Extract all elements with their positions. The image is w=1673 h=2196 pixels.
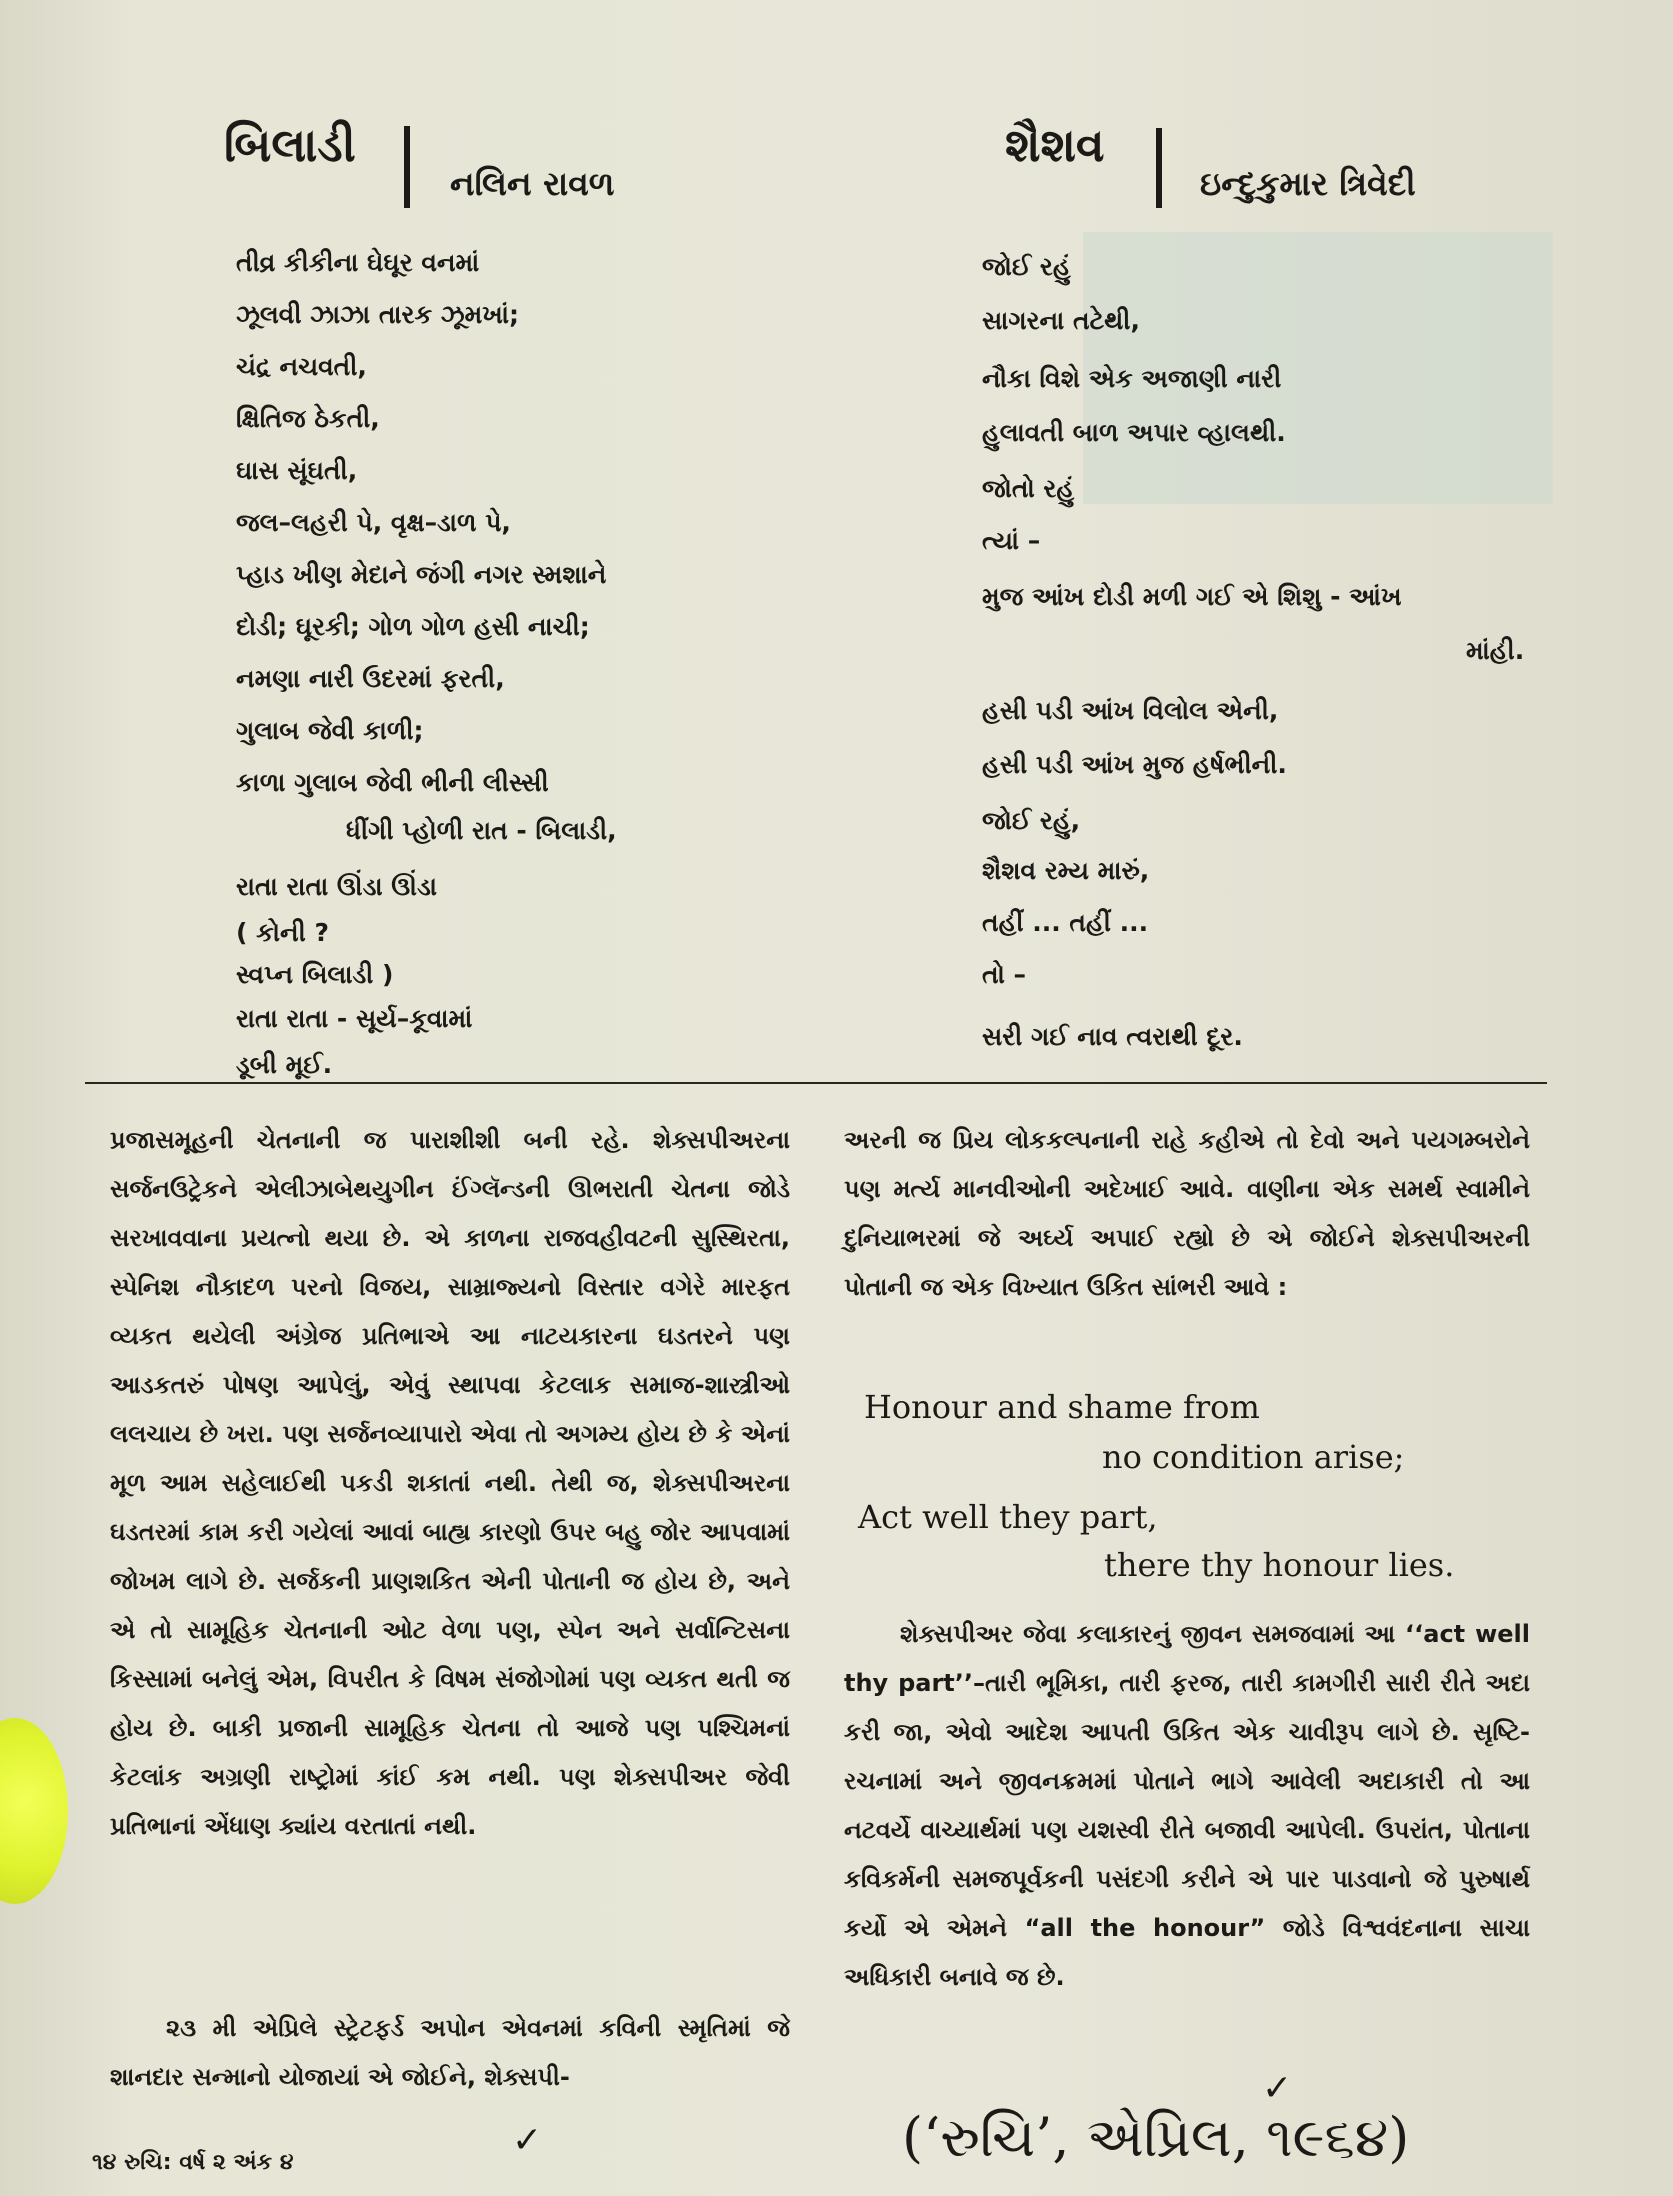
poem-line: જોતો રહું	[982, 474, 1075, 503]
poem-line: હુલાવતી બાળ અપાર વ્હાલથી.	[982, 418, 1286, 447]
section-divider	[85, 1082, 1547, 1084]
right-poem-author: ઇન્દુકુમાર ત્રિવેદી	[1200, 164, 1416, 203]
poem-line: સ્વપ્ન બિલાડી )	[236, 960, 394, 989]
poem-line: જોઈ રહું,	[982, 806, 1081, 835]
poem-line: ઝૂલવી ઝાઝા તારક ઝૂમખાં;	[236, 300, 519, 329]
handwritten-citation: (‘રુચિ’, એપ્રિલ, ૧૯૬૪)	[902, 2106, 1410, 2169]
poem-line: તહીં ... તહીં ...	[982, 908, 1149, 937]
poem-line: માંહી.	[1466, 636, 1525, 665]
poem-line: દોડી; ઘૂરકી; ગોળ ગોળ હસી નાચી;	[236, 612, 590, 641]
poem-line: જલ–લહરી પે, વૃક્ષ–ડાળ પે,	[236, 508, 511, 537]
poem-line: નમણા નારી ઉદરમાં ફરતી,	[236, 664, 505, 693]
article-paragraph-right-intro: અરની જ પ્રિય લોકકલ્પનાની રાહે કહીએ તો દેવો અને પયગમ્બરોને પણ મર્ત્ય માનવીઓની અદેખાઈ આવે. વાણીના એક સમર્થ સ્વામીને દુનિયાભરમાં જે અર્ઘ્ય અપાઈ રહ્યો છે એ જોઈને શેક્સપીઅરની પોતાની જ એક વિખ્યાત ઉકિત સાંભરી આવે :	[844, 1126, 1530, 1301]
shakespeare-quote-line: there thy honour lies.	[1104, 1546, 1455, 1584]
poem-line: શૈશવ રમ્ય મારું,	[982, 856, 1150, 885]
article-paragraph-left-2: ૨૩ મી એપ્રિલે સ્ટ્રેટફર્ડ અપોન એવનમાં કવિની સ્મૃતિમાં જે શાનદાર સન્માનો યોજાયાં એ જોઈને, શેક્સપી-	[110, 2014, 790, 2091]
poem-line: નૌકા વિશે એક અજાણી નારી	[982, 364, 1282, 393]
poem-line: તો –	[982, 960, 1027, 989]
poem-line: જોઈ રહું	[982, 252, 1071, 281]
yellow-binder-clip	[0, 1718, 68, 1904]
poem-line: મુજ આંખ દોડી મળી ગઈ એ શિશુ - આંખ	[982, 582, 1402, 611]
poem-line: રાતા રાતા - સૂર્ય–કૂવામાં	[236, 1004, 473, 1033]
poem-line: હસી પડી આંખ મુજ હર્ષભીની.	[982, 750, 1287, 779]
poem-line: ( કોની ?	[236, 918, 330, 947]
poem-line: ગુલાબ જેવી કાળી;	[236, 716, 424, 745]
poem-line: ડૂબી મૂઈ.	[236, 1050, 333, 1079]
poem-line: ચંદ્ર નચવતી,	[236, 352, 367, 381]
poem-line: ત્યાં –	[982, 526, 1041, 555]
poem-line: ઘાસ સૂંઘતી,	[236, 456, 358, 485]
shakespeare-quote-line: no condition arise;	[1102, 1438, 1405, 1476]
article-paragraph-right-2: શેક્સપીઅર જેવા કલાકારનું જીવન સમજવામાં આ ‘‘act well thy part’’–તારી ભૂમિકા, તારી ફરજ, તારી કામગીરી સારી રીતે અદા કરી જા, એવો આદેશ આપતી ઉકિત એક ચાવીરૂપ લાગે છે. સૃષ્ટિ-રચનામાં અને જીવનક્રમમાં પોતાને ભાગે આવેલી અદાકારી તો આ નટવર્યે વાચ્યાર્થમાં પણ યશસ્વી રીતે બજાવી આપેલી. ઉપરાંત, પોતાના કવિકર્મની સમજપૂર્વકની પસંદગી કરીને એ પાર પાડવાનો જે પુરુષાર્થ કર્યો એ એમને “all the honour” જોડે વિશ્વવંદનાના સાચા અધિકારી બનાવે જ છે.	[844, 1620, 1530, 1991]
poem-line: રાતા રાતા ઊંડા ઊંડા	[236, 872, 438, 901]
handwritten-tick-mark: ✓	[1262, 2068, 1293, 2109]
left-poem-author: નલિન રાવળ	[450, 164, 615, 203]
poem-line: ધીંગી પ્હોળી રાત - બિલાડી,	[346, 816, 617, 845]
poem-line: સરી ગઈ નાવ ત્વરાથી દૂર.	[982, 1022, 1243, 1051]
handwritten-tick-mark: ✓	[512, 2120, 543, 2161]
shakespeare-quote-line: Act well they part,	[858, 1498, 1158, 1536]
right-title-divider	[1156, 128, 1162, 208]
poem-line: સાગરના તટેથી,	[982, 306, 1140, 335]
left-title-divider	[404, 126, 410, 208]
article-paragraph-left-1: પ્રજાસમૂહની ચેતનાની જ પારાશીશી બની રહે. શેક્સપીઅરના સર્જનઉટ્રેકને એલીઝાબેથયુગીન ઈંગ્લૅન્ડની ઊભરાતી ચેતના જોડે સરખાવવાના પ્રયત્નો થયા છે. એ કાળના રાજવહીવટની સુસ્થિરતા, સ્પેનિશ નૌકાદળ પરનો વિજય, સામ્રાજ્યનો વિસ્તાર વગેરે મારફત વ્યકત થયેલી અંગ્રેજ પ્રતિભાએ આ નાટયકારના ઘડતરને પણ આડકતરું પોષણ આપેલું, એવું સ્થાપવા કેટલાક સમાજ-શાસ્ત્રીઓ લલચાય છે ખરા. પણ સર્જનવ્યાપારો એવા તો અગમ્ય હોય છે કે એનાં મૂળ આમ સહેલાઈથી પકડી શકાતાં નથી. તેથી જ, શેક્સપીઅરના ઘડતરમાં કામ કરી ગયેલાં આવાં બાહ્ય કારણો ઉપર બહુ જોર આપવામાં જોખમ લાગે છે. સર્જકની પ્રાણશકિત એની પોતાની જ હોય છે, અને એ તો સામૂહિક ચેતનાની ઓટ વેળા પણ, સ્પેન અને સર્વાન્ટિસના કિસ્સામાં બનેલું એમ, વિપરીત કે વિષમ સંજોગોમાં પણ વ્યકત થતી જ હોય છે. બાકી પ્રજાની સામૂહિક ચેતના તો આજે પણ પશ્ચિમનાં કેટલાંક અગ્રણી રાષ્ટ્રોમાં કાંઈ કમ નથી. પણ શેક્સપીઅર જેવી પ્રતિભાનાં એંધાણ ક્યાંય વરતાતાં નથી.	[110, 1126, 790, 1840]
poem-line: કાળા ગુલાબ જેવી ભીની લીસ્સી	[236, 768, 549, 797]
shakespeare-quote-line: Honour and shame from	[864, 1388, 1260, 1426]
poem-line: પ્હાડ ખીણ મેદાને જંગી નગર સ્મશાને	[236, 560, 607, 589]
poem-line: તીવ્ર કીકીના ઘેઘૂર વનમાં	[236, 248, 480, 277]
poem-line: હસી પડી આંખ વિલોલ એની,	[982, 696, 1279, 725]
right-poem-title: શૈશવ	[1005, 118, 1105, 172]
page-footer: ૧૪ રુચિ: વર્ષ ૨ અંક ૪	[92, 2150, 294, 2175]
left-poem-title: બિલાડી	[224, 118, 356, 172]
poem-line: ક્ષિતિજ ઠેકતી,	[236, 404, 380, 433]
